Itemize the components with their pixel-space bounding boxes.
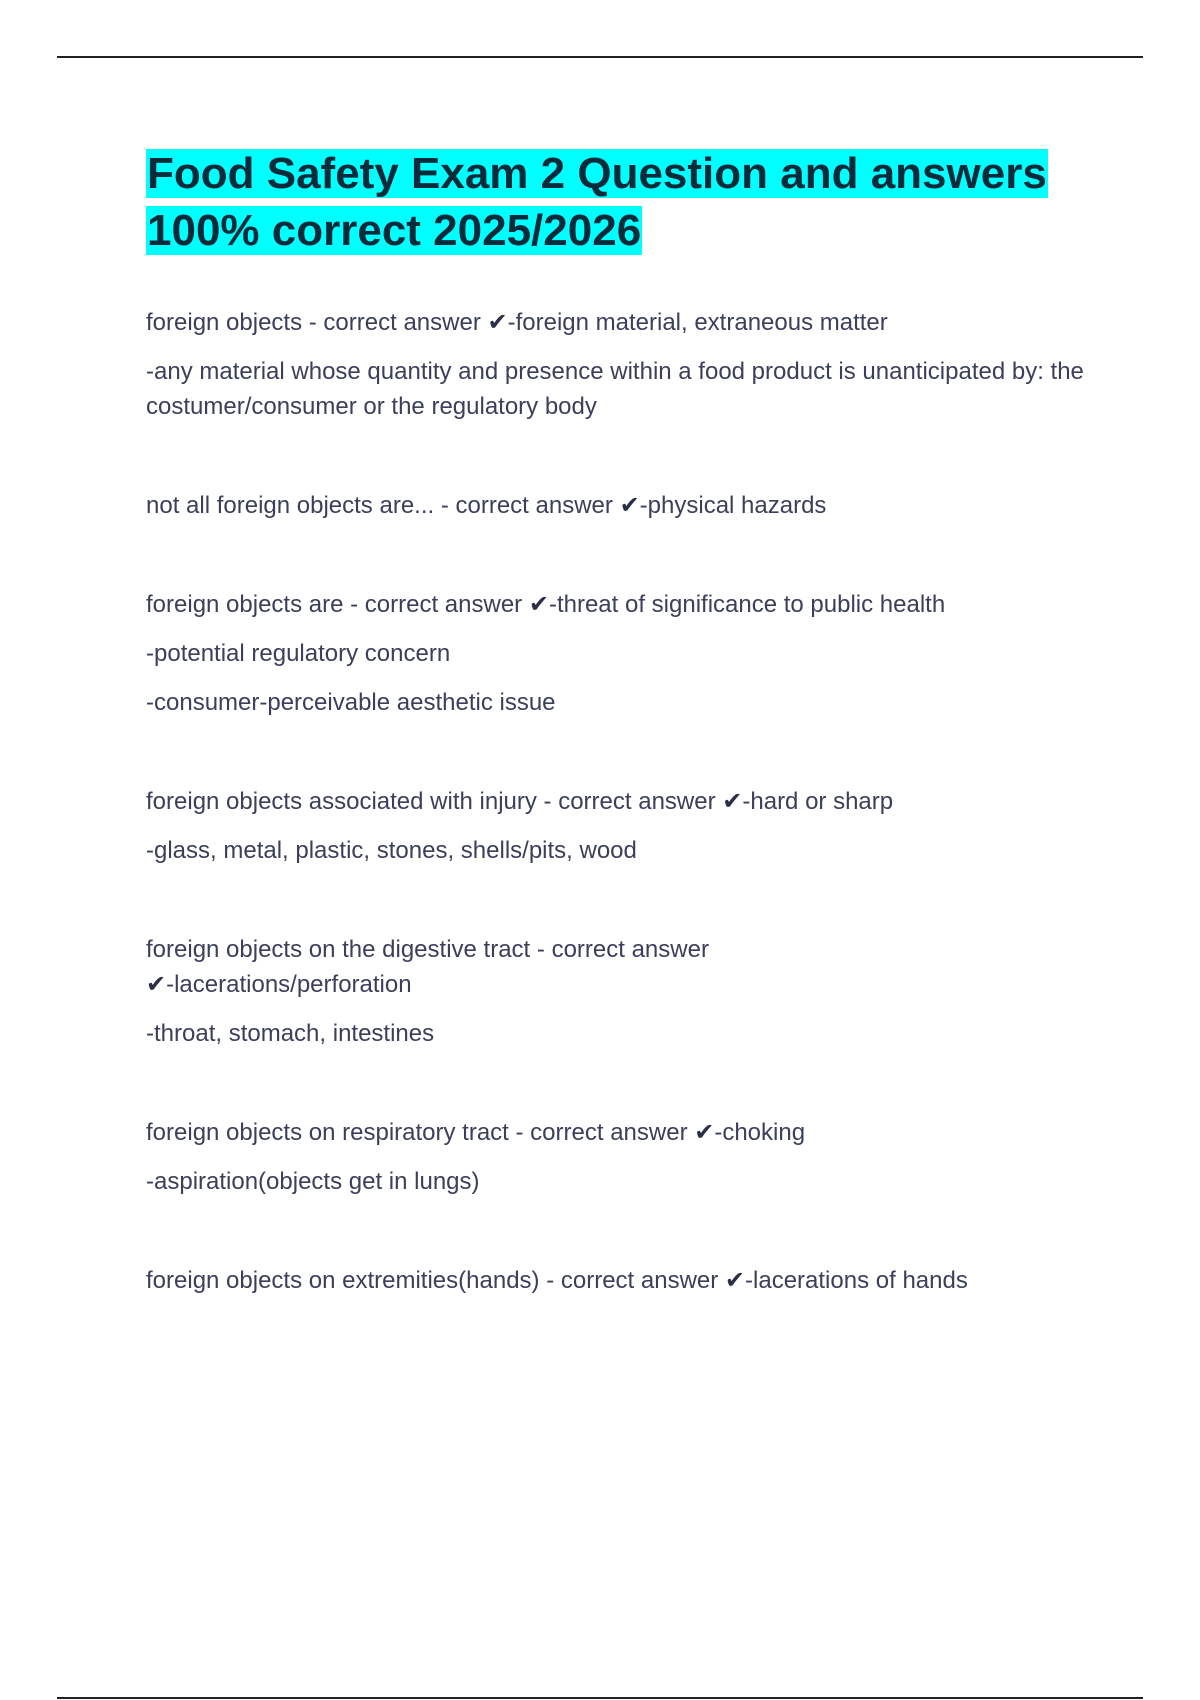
qa-answer: -physical hazards <box>639 492 827 519</box>
qa-detail: -aspiration(objects get in lungs) <box>146 1168 480 1195</box>
qa-list <box>146 305 1096 1298</box>
qa-item <box>146 1263 1096 1298</box>
qa-question: foreign objects on respiratory tract <box>146 1119 509 1146</box>
qa-answer: -threat of significance to public health <box>548 591 946 618</box>
qa-item <box>146 587 1096 720</box>
check-icon: ✔ <box>694 1119 715 1146</box>
qa-question-line: foreign objects on extremities(hands) - correct answer ✔-lacerations of hands <box>146 1267 968 1294</box>
qa-detail: -throat, stomach, intestines <box>146 1020 435 1047</box>
qa-item <box>146 1115 1096 1199</box>
qa-question: not all foreign objects are... <box>146 492 435 519</box>
top-rule <box>57 56 1143 58</box>
answer-marker: correct answer <box>560 1267 719 1294</box>
qa-item <box>146 305 1096 424</box>
qa-question-line: foreign objects associated with injury - correct answer ✔-hard or sharp <box>146 788 894 815</box>
answer-marker: correct answer <box>323 309 481 336</box>
qa-question: foreign objects associated with injury <box>146 788 537 815</box>
qa-item <box>146 784 1096 868</box>
qa-answer: -choking <box>714 1119 806 1146</box>
document-body <box>146 145 1096 1362</box>
qa-detail: -potential regulatory concern <box>146 640 451 667</box>
check-icon: ✔ <box>724 1267 746 1294</box>
answer-marker: correct answer <box>364 591 523 618</box>
qa-answer: -hard or sharp <box>742 788 894 815</box>
qa-question-line: foreign objects - correct answer ✔-foreign material, extraneous matter <box>146 309 888 336</box>
answer-marker: correct answer <box>558 788 716 815</box>
check-icon: ✔ <box>528 591 549 618</box>
qa-item <box>146 932 1096 1051</box>
qa-answer: -lacerations of hands <box>745 1267 968 1294</box>
qa-question-line: foreign objects on the digestive tract - correct answer ✔-lacerations/perforation <box>146 936 709 998</box>
qa-detail: -consumer-perceivable aesthetic issue <box>146 689 556 716</box>
answer-marker: correct answer <box>455 492 613 519</box>
check-icon: ✔ <box>619 492 640 519</box>
qa-question-line: foreign objects on respiratory tract - correct answer ✔-choking <box>146 1119 806 1146</box>
answer-marker: correct answer <box>551 936 709 963</box>
check-icon: ✔ <box>146 971 167 998</box>
check-icon: ✔ <box>487 309 508 336</box>
answer-marker: correct answer <box>530 1119 688 1146</box>
qa-detail: -any material whose quantity and presence within a food product is unanticipated by: the costumer/consumer or the regulatory body <box>146 358 1084 420</box>
qa-question: foreign objects on the digestive tract <box>146 936 531 963</box>
qa-answer: -lacerations/perforation <box>166 971 412 998</box>
qa-question-line: foreign objects are - correct answer ✔-threat of significance to public health <box>146 591 946 618</box>
qa-detail: -glass, metal, plastic, stones, shells/pits, wood <box>146 837 637 864</box>
qa-question: foreign objects on extremities(hands) <box>146 1267 540 1294</box>
check-icon: ✔ <box>722 788 743 815</box>
document-title-text: Food Safety Exam 2 Question and answers 100% correct 2025/2026 <box>147 149 1047 255</box>
qa-answer: -foreign material, extraneous matter <box>507 309 888 336</box>
bottom-rule <box>57 1697 1143 1699</box>
qa-question: foreign objects are <box>146 591 344 618</box>
qa-item <box>146 488 1096 523</box>
document-title <box>146 145 1096 259</box>
qa-question: foreign objects <box>146 309 303 336</box>
qa-question-line: not all foreign objects are... - correct answer ✔-physical hazards <box>146 492 827 519</box>
